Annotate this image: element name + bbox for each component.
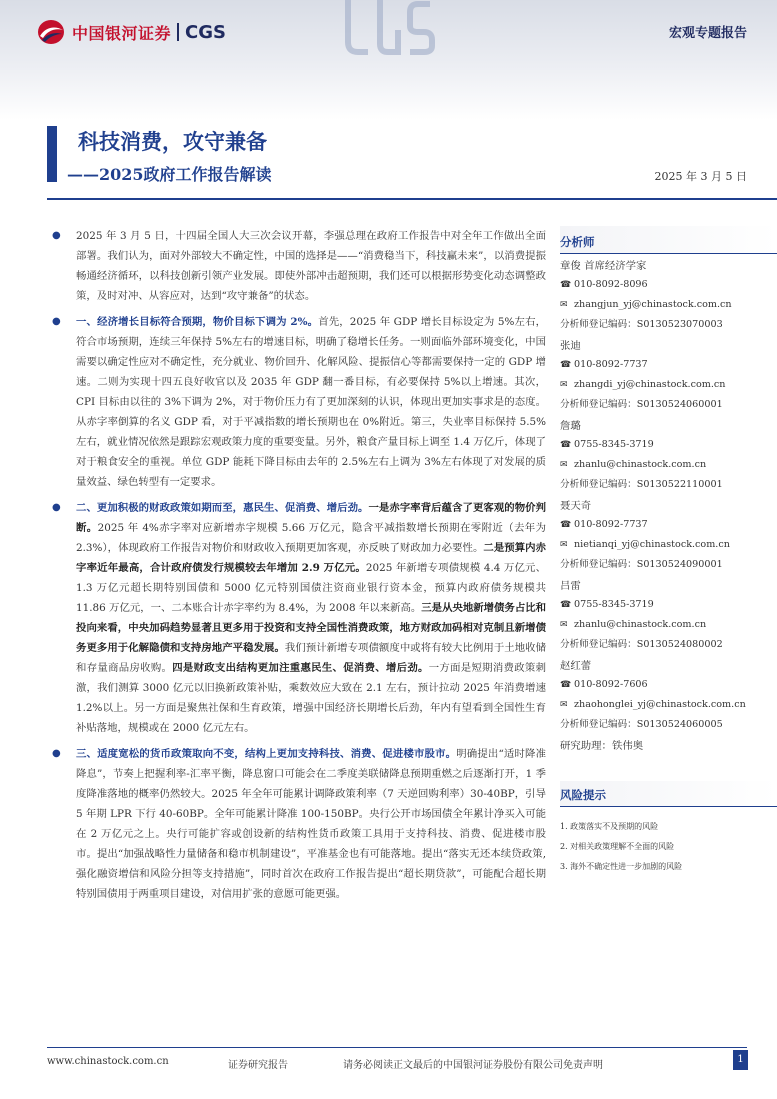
section-heading: 二、更加积极的财政政策如期而至，惠民生、促消费、增后劲。 (76, 502, 369, 514)
email-icon: ✉ (560, 380, 568, 390)
email-icon: ✉ (560, 300, 568, 310)
section-heading: 一、经济增长目标符合预期，物价目标下调为 2%。 (76, 316, 319, 328)
paragraph-text: 我们预计新增专项债额度中或将有较大比例用于土地收储和存量商品房收购。 (76, 642, 547, 674)
analyst-name: 聂天奇 (560, 500, 592, 512)
bold-point: 三是从央地新增债务占比和投向来看，中央加码趋势显著且更多用于投资和支持全国性消费政策，地方财政加码相对克制且新增债务更多用于化解隐债和支持房地产平稳发展。 (76, 602, 547, 654)
risk-section-title: 风险提示 (560, 781, 777, 807)
analyst-name: 章俊 首席经济学家 (560, 260, 647, 272)
analyst-phone (560, 675, 777, 695)
paragraph-text: 2025 年 4%赤字率对应新增赤字规模 5.66 万亿元，隐含平减指数增长预期在零附近（去年为 2.3%），体现政府工作报告对物价和财政收入预期更加客观，亦反映了财政加力必要性。 (76, 522, 547, 554)
section-heading: 三、适度宽松的货币政策取向不变，结构上更加支持科技、消费、促进楼市股市。 (76, 748, 457, 760)
risk-item: 2. 对相关政策理解不全面的风险 (560, 842, 675, 851)
analyst-phone (560, 275, 777, 295)
analyst-list (560, 258, 777, 735)
phone-icon: ☎ (560, 280, 572, 290)
risk-item: 3. 海外不确定性进一步加剧的风险 (560, 862, 683, 871)
logo-text-cn: 中国银河证券 (72, 23, 172, 43)
risk-list (560, 817, 777, 877)
analyst-email[interactable] (560, 295, 777, 315)
analyst-email-text[interactable]: nietianqi_yj@chinastock.com.cn (574, 539, 730, 550)
bullet-icon: ● (52, 316, 61, 327)
cgs-logo-icon (36, 18, 66, 46)
logo-text-en: CGS (185, 21, 226, 43)
email-icon: ✉ (560, 460, 568, 470)
analyst-phone (560, 435, 777, 455)
phone-icon: ☎ (560, 600, 572, 610)
analyst-phone (560, 515, 777, 535)
logo-separator (177, 23, 179, 41)
risk-item: 1. 政策落实不及预期的风险 (560, 822, 659, 831)
research-assistant: 研究助理：铁伟奥 (560, 740, 644, 752)
analyst-email[interactable] (560, 375, 777, 395)
report-date: 2025 年 3 月 5 日 (654, 170, 747, 183)
analyst-registration: 分析师登记编码：S0130523070003 (560, 319, 723, 330)
analyst-email[interactable] (560, 455, 777, 475)
company-logo (36, 18, 226, 46)
body-paragraph (52, 498, 546, 738)
paragraph-text: 2025 年新增专项债规模 4.4 万亿元、1.3 万亿元超长期特别国债和 5000 亿元特别国债注资商业银行资本金，预算内政府债务规模共 11.86 万亿元，一、二本账合计赤字率约为 8.4%，为 2008 年以来新高。 (76, 562, 546, 614)
analyst-card (560, 418, 777, 495)
analyst-registration: 分析师登记编码：S0130524090001 (560, 559, 723, 570)
paragraph-text: 一方面是短期消费政策刺激，我们测算 3000 亿元以旧换新政策补贴，乘数效应大致在 2.1 左右，预计拉动 2025 年消费增速 1.2%以上。另一方面是聚焦社保和生育政策，增强中国经济长期增长后劲，年内有望看到全国性生育补贴落地，规模或在 2000 亿元左右。 (76, 662, 547, 734)
main-body (52, 226, 546, 910)
analyst-registration: 分析师登记编码：S0130524080002 (560, 639, 723, 650)
analyst-card (560, 658, 777, 735)
phone-icon: ☎ (560, 440, 572, 450)
analyst-phone-text: 010-8092-8096 (574, 279, 648, 290)
phone-icon: ☎ (560, 680, 572, 690)
analyst-name: 吕雷 (560, 580, 581, 592)
body-paragraph (52, 312, 546, 492)
bullet-icon: ● (52, 230, 61, 241)
analyst-email-text[interactable]: zhanlu@chinastock.com.cn (574, 459, 707, 470)
email-icon: ✉ (560, 620, 568, 630)
body-paragraph (52, 744, 546, 904)
report-subtitle: ——2025政府工作报告解读 (67, 165, 272, 184)
report-title: 科技消费，攻守兼备 (78, 129, 267, 154)
footer-divider (47, 1047, 747, 1048)
phone-icon: ☎ (560, 360, 572, 370)
cgs-watermark-graphic (340, 0, 440, 58)
analyst-name: 詹璐 (560, 420, 581, 432)
analyst-section-title: 分析师 (560, 226, 777, 254)
analyst-card (560, 578, 777, 655)
bullet-icon: ● (52, 502, 61, 513)
email-icon: ✉ (560, 540, 568, 550)
footer-disclaimer: 请务必阅读正文最后的中国银河证券股份有限公司免责声明 (343, 1060, 603, 1071)
analyst-email-text[interactable]: zhanlu@chinastock.com.cn (574, 619, 707, 630)
analyst-phone (560, 355, 777, 375)
bold-point: 四是财政支出结构更加注重惠民生、促消费、增后劲。 (172, 662, 429, 674)
paragraph-text: 首先，2025 年 GDP 增长目标设定为 5%左右，符合市场预期，连续三年保持 5%左右的增速目标，明确了稳增长任务。一则面临外部环境变化，中国需要以确定性应对不确定性，充分就业、物价回升、化解风险、提振信心等都需要保持一定的 GDP 增速。二则为实现十四五良好收官以及 2035 年 GDP 翻一番目标，有必要保持 5%以上增速。其次，CPI 目标由以往的 3%下调为 2%，对于物价压力有了更加深刻的认识，体现出更加实事求是的态度。从赤字率倒算的名义 GDP 看，对于平减指数的增长预期也在 0%附近。第三，失业率目标保持 5.5%左右，就业情况依然是跟踪宏观政策力度的重要变量。另外，粮食产量目标上调至 1.4 万亿斤，体现了对于粮食安全的重视。单位 GDP 能耗下降目标由去年的 2.5%左右上调为 3%左右体现了对发展的质量效益、绿色转型有一定要求。 (76, 316, 546, 488)
paragraph-text: 明确提出“适时降准降息”，节奏上把握利率-汇率平衡，降息窗口可能会在二季度美联储降息预期重燃之后逐渐打开，1 季度降准落地的概率仍然较大。2025 年全年可能累计调降政策利率（7 天逆回购利率）30-40BP，引导 5 年期 LPR 下行 40-60BP。全年可能累计降准 100-150BP。央行公开市场国债全年累计净买入可能在 2 万亿元之上。央行可能扩容或创设新的结构性货币政策工具用于支持科技、消费、促进楼市股市。提出“加强战略性力量储备和稳市机制建设”，平准基金也有可能落地。提出“落实无还本续贷政策,强化融资增信和风险分担等支持措施”，同时首次在政府工作报告提出“超长期贷款”，可能配合超长期特别国债用于两重项目建设，对信用扩张的意愿可能更强。 (76, 748, 547, 900)
analyst-name: 张迪 (560, 340, 581, 352)
bullet-icon: ● (52, 748, 61, 759)
title-accent-bar (47, 126, 57, 182)
analyst-email[interactable] (560, 535, 777, 555)
analyst-phone-text: 0755-8345-3719 (574, 439, 654, 450)
bold-point: 一是赤字率背后蕴含了更客观的物价判断。 (76, 502, 547, 534)
report-type-label: 宏观专题报告 (668, 26, 747, 41)
analyst-email[interactable] (560, 615, 777, 635)
analyst-phone-text: 0755-8345-3719 (574, 599, 654, 610)
body-paragraph (52, 226, 546, 306)
analyst-email[interactable] (560, 695, 777, 715)
analyst-email-text[interactable]: zhaohonglei_yj@chinastock.com.cn (574, 699, 746, 710)
analyst-phone (560, 595, 777, 615)
analyst-card (560, 338, 777, 415)
page-number: 1 (733, 1050, 748, 1070)
analyst-phone-text: 010-8092-7606 (574, 679, 648, 690)
sidebar (560, 226, 777, 877)
footer-url[interactable]: www.chinastock.com.cn (47, 1056, 169, 1067)
analyst-email-text[interactable]: zhangdi_yj@chinastock.com.cn (574, 379, 726, 390)
title-divider (47, 198, 777, 200)
phone-icon: ☎ (560, 520, 572, 530)
analyst-registration: 分析师登记编码：S0130522110001 (560, 479, 723, 490)
analyst-card (560, 498, 777, 575)
email-icon: ✉ (560, 700, 568, 710)
analyst-registration: 分析师登记编码：S0130524060001 (560, 399, 723, 410)
analyst-registration: 分析师登记编码：S0130524060005 (560, 719, 723, 730)
analyst-card (560, 258, 777, 335)
footer-label: 证券研究报告 (228, 1060, 288, 1071)
analyst-phone-text: 010-8092-7737 (574, 519, 648, 530)
bold-point: 二是预算内赤字率近年最高，合计政府债发行规模较去年增加 2.9 万亿元。 (76, 542, 546, 574)
analyst-phone-text: 010-8092-7737 (574, 359, 648, 370)
analyst-name: 赵红蕾 (560, 660, 592, 672)
paragraph-text: 2025 年 3 月 5 日，十四届全国人大三次会议开幕，李强总理在政府工作报告中对全年工作做出全面部署。我们认为，面对外部较大不确定性，中国的选择是——“消费稳当下，科技赢未来”，以消费提振畅通经济循环，以科技创新引领产业发展。即使外部冲击超预期，我们还可以根据形势变化动态调整政策，及时对冲、从容应对，达到“攻守兼备”的状态。 (76, 230, 546, 302)
analyst-email-text[interactable]: zhangjun_yj@chinastock.com.cn (574, 299, 732, 310)
